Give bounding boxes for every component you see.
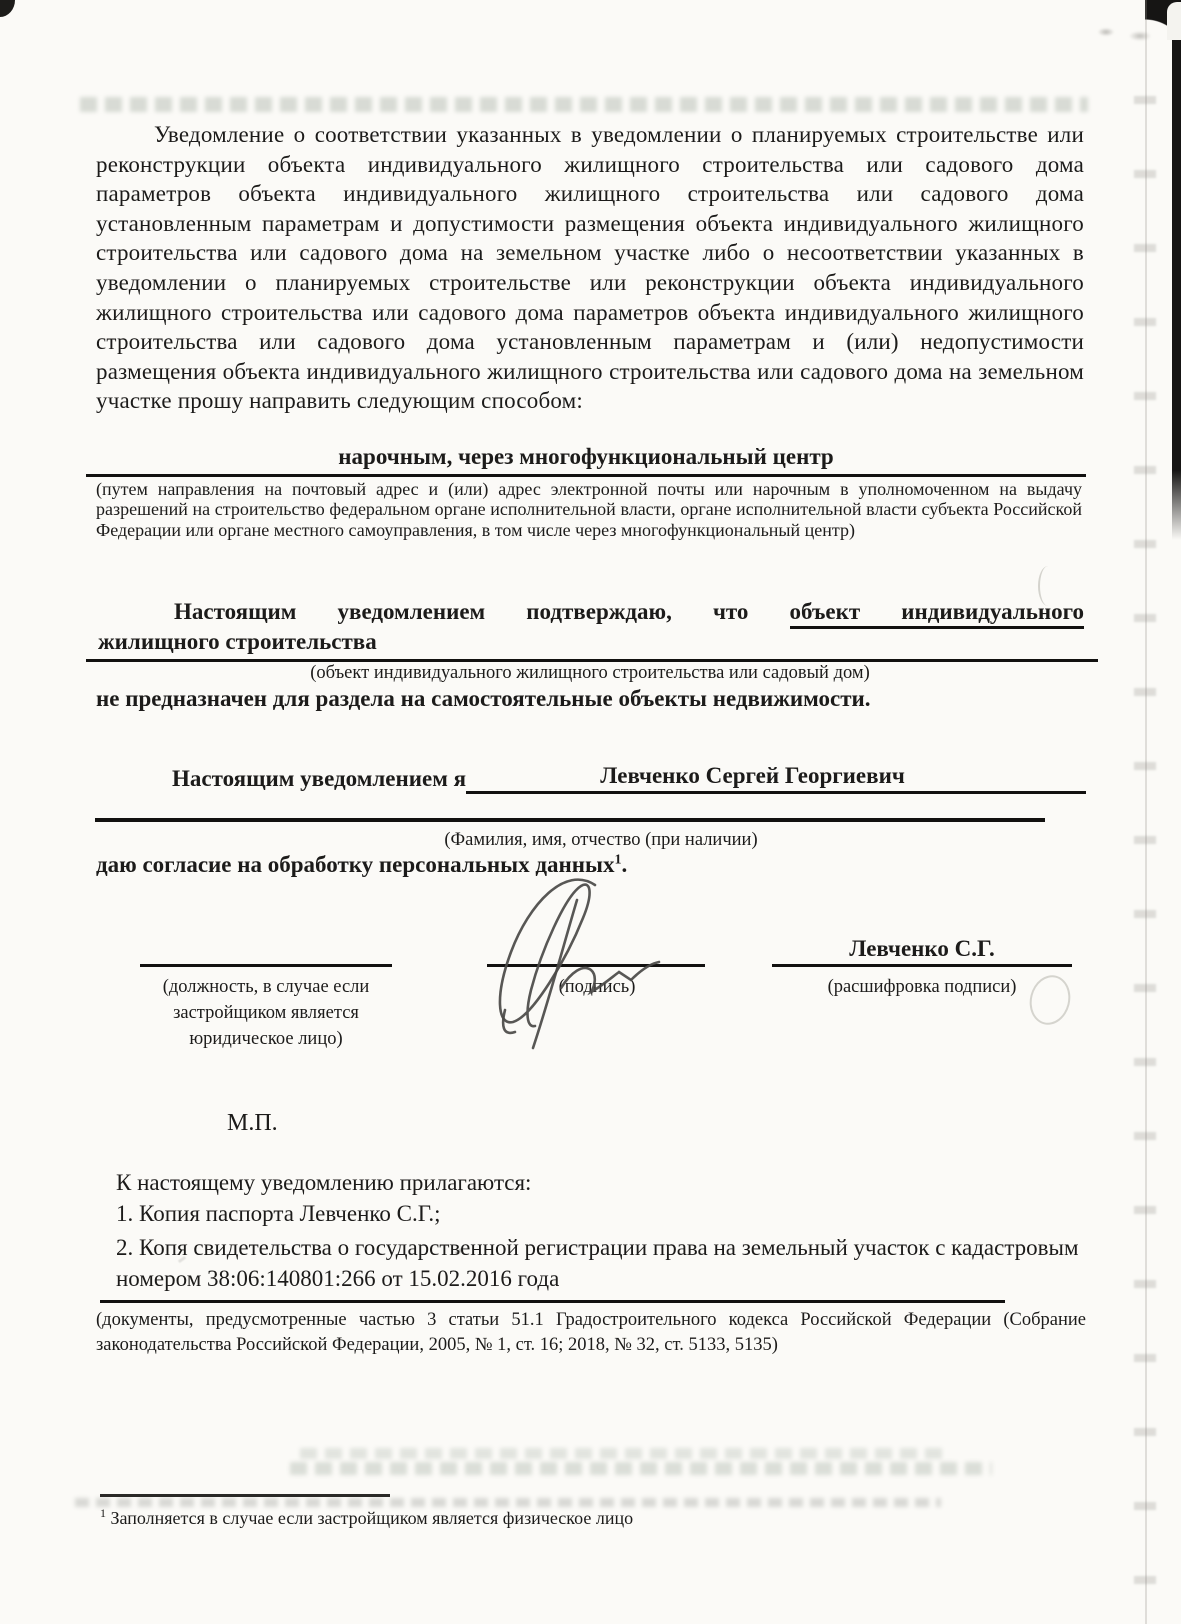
declarant-name-field: Левченко Сергей Георгиевич: [466, 763, 1086, 794]
ghost-text-artifact: [300, 1448, 950, 1459]
handwritten-signature: [445, 860, 685, 1050]
underlying-sheet-corner: [1167, 2, 1181, 40]
attachments-title: К настоящему уведомлению прилагаются:: [116, 1170, 532, 1195]
consent-footnote-mark: 1: [614, 852, 622, 868]
signature-name-note: (расшифровка подписи): [827, 977, 1017, 997]
declarant-row: [96, 763, 1086, 794]
object-type-field-part2: жилищного строительства: [86, 629, 1098, 662]
attachment-item-2: 2. Копя свидетельства о государственной регистрации права на земельный участок с кадастровым номером 38:06:140801:266 от 15.02.2016 года: [116, 1235, 1079, 1291]
consent-period: .: [621, 852, 628, 877]
scan-corner-mark: [0, 0, 15, 17]
position-note-line1: (должность, в случае если: [162, 977, 370, 997]
footnote: [100, 1506, 633, 1529]
footnote-rule: [100, 1494, 390, 1497]
name-underline: [95, 818, 1045, 822]
footnote-text: Заполняется в случае если застройщиком является физическое лицо: [110, 1508, 634, 1528]
ghost-text-artifact: [80, 97, 1088, 112]
attachment-item-1: 1. Копия паспорта Левченко С.Г.;: [116, 1201, 441, 1226]
signature-note: (подпись): [558, 977, 636, 997]
position-note: [105, 974, 427, 1052]
edge-smudge-marks: [1134, 40, 1156, 1600]
delivery-method-field: нарочным, через многофункциональный центр: [86, 444, 1086, 477]
fio-note: (Фамилия, имя, отчество (при наличии): [444, 830, 758, 850]
signature-name: Левченко С.Г.: [849, 936, 995, 961]
scanner-edge-shadow: [1172, 0, 1181, 540]
main-paragraph: Уведомление о соответствии указанных в уведомлении о планируемых строительстве или реконструкции объекта индивидуального жилищного строительства или садового дома параметров объекта индивидуального жилищного строительства или садового дома установленным параметрам и допустимости размещения объекта индивидуального жилищного строительства или садового дома на земельном участке либо о несоответствии указанных в уведомлении о планируемых строительстве или реконструкции объекта индивидуального жилищного строительства или садового дома параметров объекта индивидуального жилищного строительства или садового дома установленным параметрам и (или) недопустимости размещения объекта индивидуального жилищного строительства или садового дома на земельном участке прошу направить следующим способом:: [96, 122, 1084, 414]
declarant-prefix: Настоящим уведомлением я: [172, 766, 467, 791]
object-type-note: (объект индивидуального жилищного строительства или садовый дом): [310, 663, 870, 683]
consent-text: даю согласие на обработку персональных данных: [96, 852, 615, 877]
confirmation-line: [96, 599, 1084, 625]
object-type-field-part1: объект индивидуального: [790, 599, 1084, 629]
position-signature-line: [140, 964, 392, 967]
ghost-text-artifact: [290, 1462, 992, 1475]
position-note-line3: юридическое лицо): [189, 1029, 343, 1049]
position-note-line2: застройщиком является: [173, 1003, 359, 1023]
name-signature-line: [772, 964, 1072, 967]
footnote-mark: 1: [100, 1506, 106, 1520]
documents-note-rule: [100, 1300, 1005, 1303]
documents-note: (документы, предусмотренные частью 3 статьи 51.1 Градостроительного кодекса Российской Федерации (Собрание законодательства Российской Федерации, 2005, № 1, ст. 16; 2018, № 32, ст. 5133, 5135): [96, 1310, 1086, 1355]
stamp-place-label: М.П.: [227, 1110, 278, 1136]
pencil-smudge: [1092, 20, 1158, 50]
no-subdivision-statement: не предназначен для раздела на самостоятельные объекты недвижимости.: [96, 686, 871, 711]
confirmation-prefix: Настоящим уведомлением подтверждаю, что: [174, 599, 749, 624]
delivery-method-note: (путем направления на почтовый адрес и (или) адрес электронной почты или нарочным в уполномоченном на выдачу разрешений на строительство федеральном органе исполнительной власти, органе исполнительной власти субъекта Российской Федерации или органе местного самоуправления, в том числе через многофункциональный центр): [96, 479, 1082, 540]
